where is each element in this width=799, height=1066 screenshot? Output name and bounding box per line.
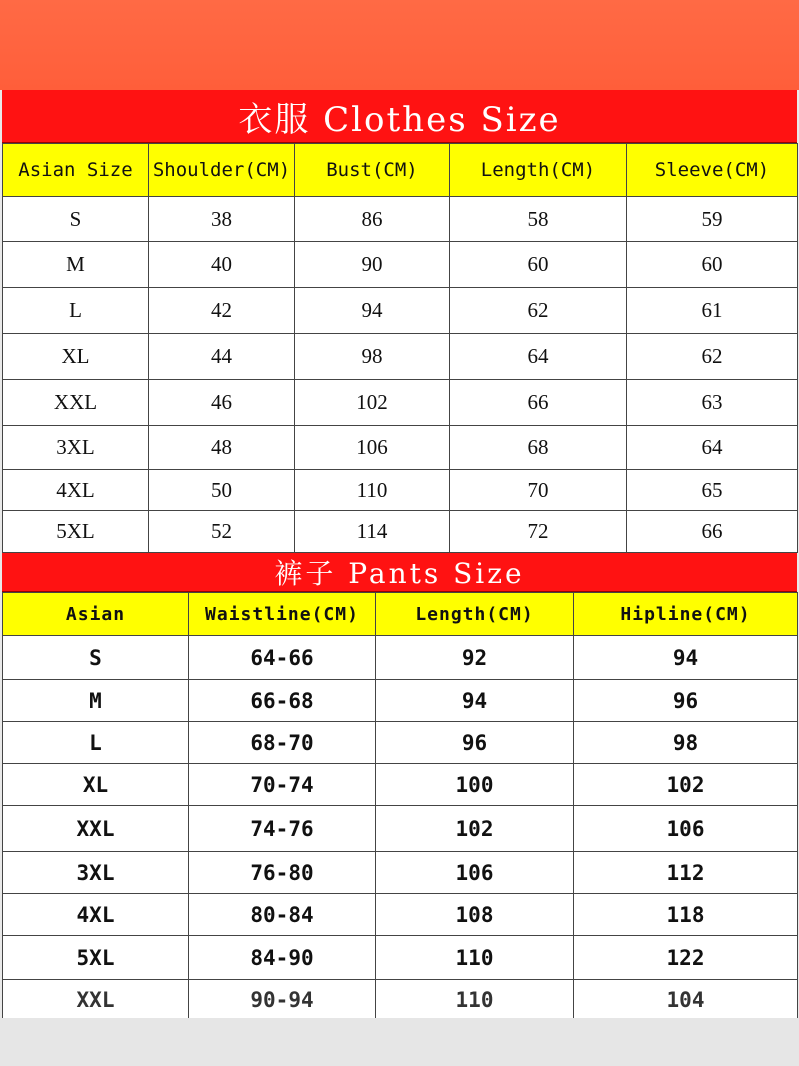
clothes-header-row — [3, 144, 798, 197]
header-waistline: Waistline(CM) — [189, 593, 376, 636]
table-row — [3, 722, 798, 764]
header-sleeve: Sleeve(CM) — [627, 144, 798, 197]
length-cell: 72 — [450, 511, 627, 553]
table-row — [3, 936, 798, 980]
size-cell: 3XL — [3, 852, 189, 894]
bust-cell: 98 — [295, 334, 450, 380]
length-cell: 68 — [450, 426, 627, 470]
waistline-cell: 76-80 — [189, 852, 376, 894]
sleeve-cell: 64 — [627, 426, 798, 470]
waistline-cell: 66-68 — [189, 680, 376, 722]
header-asian: Asian — [3, 593, 189, 636]
length-cell: 60 — [450, 242, 627, 288]
header-hipline: Hipline(CM) — [574, 593, 798, 636]
bust-cell: 106 — [295, 426, 450, 470]
bust-cell: 102 — [295, 380, 450, 426]
header-length: Length(CM) — [450, 144, 627, 197]
hipline-cell: 96 — [574, 680, 798, 722]
hipline-cell: 112 — [574, 852, 798, 894]
length-cell: 106 — [376, 852, 574, 894]
size-cell: 3XL — [3, 426, 149, 470]
waistline-cell: 84-90 — [189, 936, 376, 980]
length-cell: 110 — [376, 980, 574, 1020]
size-cell: XXL — [3, 380, 149, 426]
length-cell: 66 — [450, 380, 627, 426]
pants-size-table — [2, 592, 798, 1020]
length-cell: 110 — [376, 936, 574, 980]
shoulder-cell: 46 — [149, 380, 295, 426]
size-cell: L — [3, 722, 189, 764]
shoulder-cell: 44 — [149, 334, 295, 380]
length-cell: 102 — [376, 806, 574, 852]
shoulder-cell: 42 — [149, 288, 295, 334]
hipline-cell: 118 — [574, 894, 798, 936]
waistline-cell: 74-76 — [189, 806, 376, 852]
table-row — [3, 636, 798, 680]
shoulder-cell: 50 — [149, 470, 295, 511]
sleeve-cell: 60 — [627, 242, 798, 288]
table-row — [3, 470, 798, 511]
bust-cell: 94 — [295, 288, 450, 334]
sleeve-cell: 61 — [627, 288, 798, 334]
bottom-gray-band — [0, 1018, 799, 1066]
shoulder-cell: 38 — [149, 197, 295, 242]
pants-size-title: 裤子 Pants Size — [2, 553, 797, 592]
header-bust: Bust(CM) — [295, 144, 450, 197]
length-cell: 108 — [376, 894, 574, 936]
sleeve-cell: 65 — [627, 470, 798, 511]
header-asian-size: Asian Size — [3, 144, 149, 197]
table-row — [3, 380, 798, 426]
shoulder-cell: 48 — [149, 426, 295, 470]
bust-cell: 110 — [295, 470, 450, 511]
header-shoulder: Shoulder(CM) — [149, 144, 295, 197]
length-cell: 100 — [376, 764, 574, 806]
table-row — [3, 334, 798, 380]
size-cell: M — [3, 242, 149, 288]
sleeve-cell: 59 — [627, 197, 798, 242]
table-row — [3, 680, 798, 722]
size-cell: 5XL — [3, 511, 149, 553]
length-cell: 64 — [450, 334, 627, 380]
waistline-cell: 70-74 — [189, 764, 376, 806]
size-cell: 4XL — [3, 894, 189, 936]
waistline-cell: 68-70 — [189, 722, 376, 764]
table-row — [3, 426, 798, 470]
size-cell: XL — [3, 334, 149, 380]
bust-cell: 86 — [295, 197, 450, 242]
length-cell: 92 — [376, 636, 574, 680]
clothes-size-title: 衣服 Clothes Size — [2, 90, 797, 143]
table-row — [3, 242, 798, 288]
sleeve-cell: 62 — [627, 334, 798, 380]
size-cell: S — [3, 636, 189, 680]
hipline-cell: 94 — [574, 636, 798, 680]
hipline-cell: 104 — [574, 980, 798, 1020]
table-row — [3, 852, 798, 894]
size-chart-sheet — [2, 90, 797, 1018]
size-cell: M — [3, 680, 189, 722]
waistline-cell: 90-94 — [189, 980, 376, 1020]
sleeve-cell: 63 — [627, 380, 798, 426]
waistline-cell: 64-66 — [189, 636, 376, 680]
table-row — [3, 806, 798, 852]
table-row — [3, 288, 798, 334]
length-cell: 58 — [450, 197, 627, 242]
size-cell: XXL — [3, 806, 189, 852]
table-row — [3, 511, 798, 553]
sleeve-cell: 66 — [627, 511, 798, 553]
length-cell: 70 — [450, 470, 627, 511]
pants-header-row — [3, 593, 798, 636]
table-row — [3, 764, 798, 806]
size-cell: XL — [3, 764, 189, 806]
length-cell: 94 — [376, 680, 574, 722]
table-row — [3, 197, 798, 242]
bust-cell: 114 — [295, 511, 450, 553]
hipline-cell: 102 — [574, 764, 798, 806]
header-pants-length: Length(CM) — [376, 593, 574, 636]
top-orange-band — [0, 0, 799, 90]
length-cell: 62 — [450, 288, 627, 334]
bust-cell: 90 — [295, 242, 450, 288]
shoulder-cell: 52 — [149, 511, 295, 553]
size-cell: 4XL — [3, 470, 149, 511]
hipline-cell: 98 — [574, 722, 798, 764]
shoulder-cell: 40 — [149, 242, 295, 288]
table-row — [3, 980, 798, 1020]
size-cell: S — [3, 197, 149, 242]
hipline-cell: 122 — [574, 936, 798, 980]
waistline-cell: 80-84 — [189, 894, 376, 936]
length-cell: 96 — [376, 722, 574, 764]
hipline-cell: 106 — [574, 806, 798, 852]
size-cell: 5XL — [3, 936, 189, 980]
size-cell: L — [3, 288, 149, 334]
clothes-size-table — [2, 143, 798, 553]
size-cell: XXL — [3, 980, 189, 1020]
table-row — [3, 894, 798, 936]
